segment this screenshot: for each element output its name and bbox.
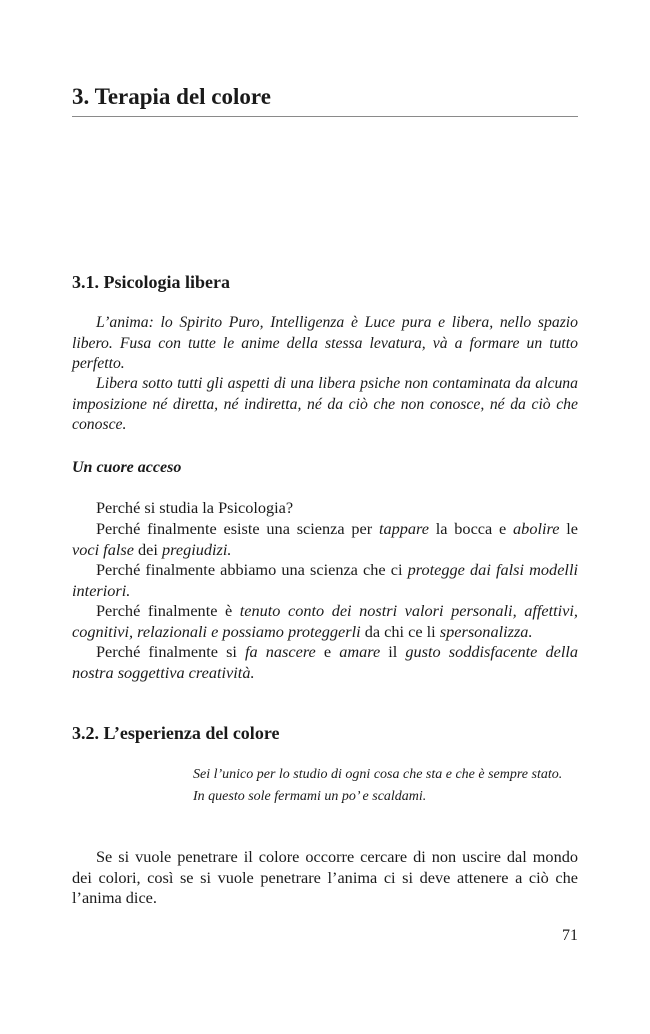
paragraph-question-5 [72, 642, 578, 683]
text-run: il [380, 642, 406, 661]
page-number: 71 [562, 927, 578, 944]
text-run: Perché finalmente si [96, 642, 246, 661]
text-run: Perché finalmente abbiamo una scienza che ci [96, 560, 408, 579]
paragraph-question-3 [72, 560, 578, 601]
text-run: da chi ce li [360, 621, 440, 641]
epigraph-line-1: Sei l’unico per lo studio di ogni cosa che sta e che è sempre stato. [193, 767, 563, 782]
section-title-psicologia-libera: 3.1. Psicologia libera [72, 272, 230, 292]
paragraph-question-1: Perché si studia la Psicologia? [96, 498, 294, 517]
italic-run: tenuto conto dei nostri valori personali, affettivi, cognitivi, relazionali e possiamo proteggerli [72, 601, 578, 641]
italic-run: amare [339, 642, 381, 661]
paragraph-question-2 [72, 519, 578, 560]
italic-run: voci false [72, 539, 134, 559]
text-run: la bocca e [428, 519, 514, 538]
chapter-title: 3. Terapia del colore [72, 80, 578, 117]
text-run: Perché finalmente è [96, 601, 240, 620]
paragraph-question-4 [72, 601, 578, 642]
text-run: Perché finalmente esiste una scienza per [96, 519, 379, 538]
italic-run: fa nascere [245, 642, 316, 661]
italic-run: gusto soddisfacente della nostra soggettiva creatività. [72, 642, 579, 682]
book-page [72, 0, 578, 1034]
text-run: e [315, 642, 340, 661]
italic-run: pregiudizi. [161, 539, 232, 559]
subheading-un-cuore-acceso: Un cuore acceso [72, 459, 182, 476]
text-run: dei [133, 539, 162, 559]
paragraph-colore: Se si vuole penetrare il colore occorre cercare di non uscire dal mondo dei colori, così se si vuole penetrare l’anima ci si deve attenere a ciò che l’anima dice. [72, 847, 578, 907]
text-run: le [559, 519, 578, 538]
italic-run: spersonalizza. [439, 621, 533, 641]
epigraph-line-2: In questo sole fermami un po’ e scaldami. [193, 789, 427, 804]
paragraph-libera: Libera sotto tutti gli aspetti di una libera psiche non contaminata da alcuna imposizione né diretta, né indiretta, né da ciò che non conosce, né da ciò che conosce. [72, 375, 578, 433]
italic-run: abolire [513, 519, 560, 538]
paragraph-anima: L’anima: lo Spirito Puro, Intelligenza è Luce pura e libera, nello spazio libero. Fusa con tutte le anime della stessa levatura, và a formare un tutto perfetto. [72, 314, 578, 372]
italic-run: tappare [378, 519, 429, 538]
section-title-esperienza-colore: 3.2. L’esperienza del colore [72, 723, 280, 743]
italic-run: protegge dai falsi modelli interiori. [72, 560, 578, 600]
